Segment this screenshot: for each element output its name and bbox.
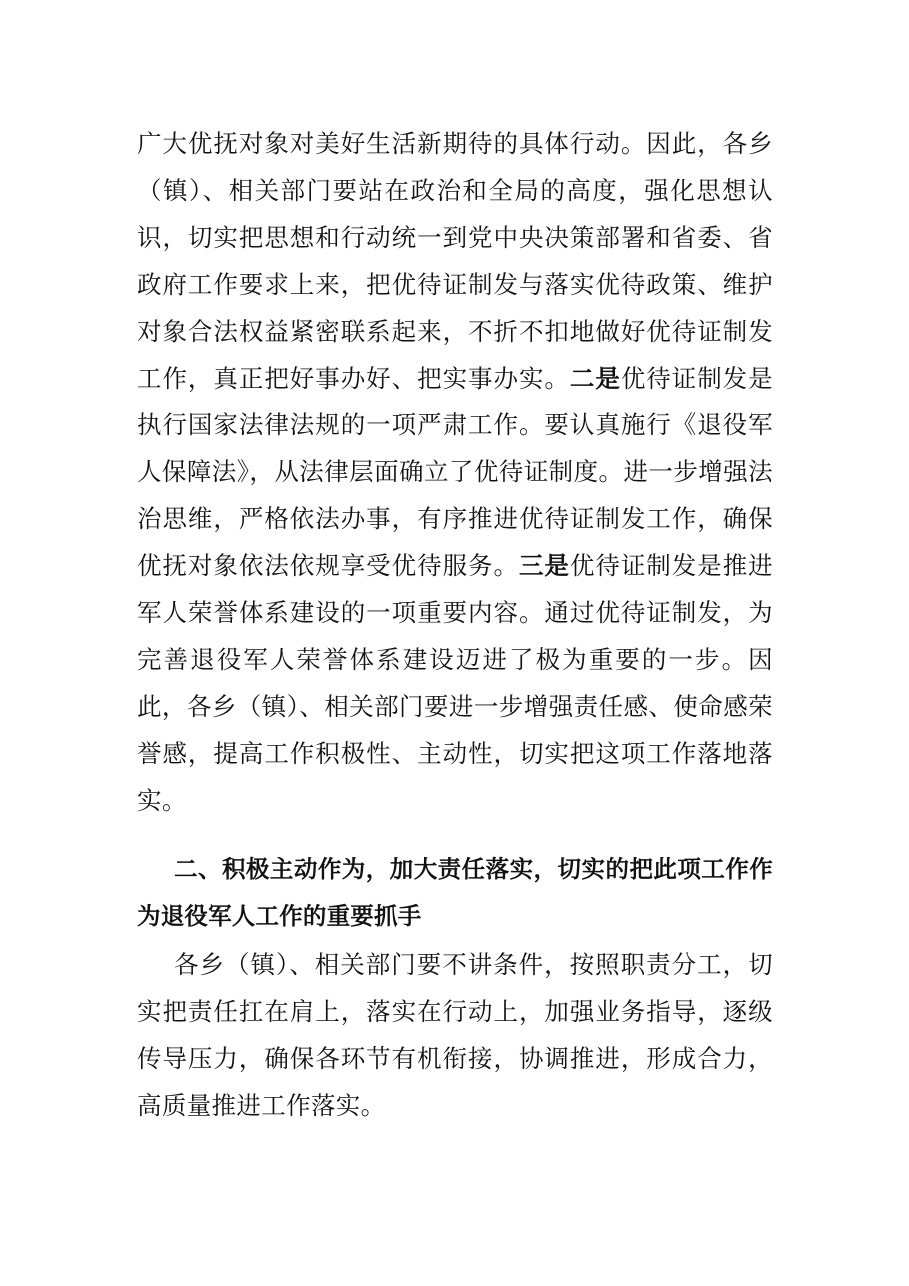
body-paragraph bbox=[137, 121, 773, 825]
point-marker-two: 二是 bbox=[569, 363, 621, 393]
point-marker-three: 三是 bbox=[518, 551, 570, 581]
paragraph-text: 优待证制发是推进军人荣誉体系建设的一项重要内容。通过优待证制发，为完善退役军人荣誉体系建设迈进了极为重要的一步。因此，各乡（镇）、相关部门要进一步增强责任感、使命感荣誉感，提高工作积极性、主动性，切实把这项工作落地落实。 bbox=[137, 551, 774, 815]
body-paragraph: 各乡（镇）、相关部门要不讲条件，按照职责分工，切实把责任扛在肩上，落实在行动上，加强业务指导，逐级传导压力，确保各环节有机衔接，协调推进，形成合力，高质量推进工作落实。 bbox=[137, 950, 773, 1120]
paragraph-text: 优待证制发是执行国家法律法规的一项严肃工作。要认真施行《退役军人保障法》，从法律层面确立了优待证制度。进一步增强法治思维，严格依法办事，有序推进优待证制发工作，确保优抚对象依法依规享受优待服务。 bbox=[137, 363, 773, 581]
section-heading: 二、积极主动作为，加大责任落实，切实的把此项工作作为退役军人工作的重要抓手 bbox=[137, 855, 773, 930]
paragraph-text: 广大优抚对象对美好生活新期待的具体行动。因此，各乡（镇）、相关部门要站在政治和全局的高度，强化思想认识，切实把思想和行动统一到党中央决策部署和省委、省政府工作要求上来，把优待证制发与落实优待政策、维护对象合法权益紧密联系起来，不折不扣地做好优待证制发工作，真正把好事办好、把实事办实。 bbox=[137, 129, 773, 393]
